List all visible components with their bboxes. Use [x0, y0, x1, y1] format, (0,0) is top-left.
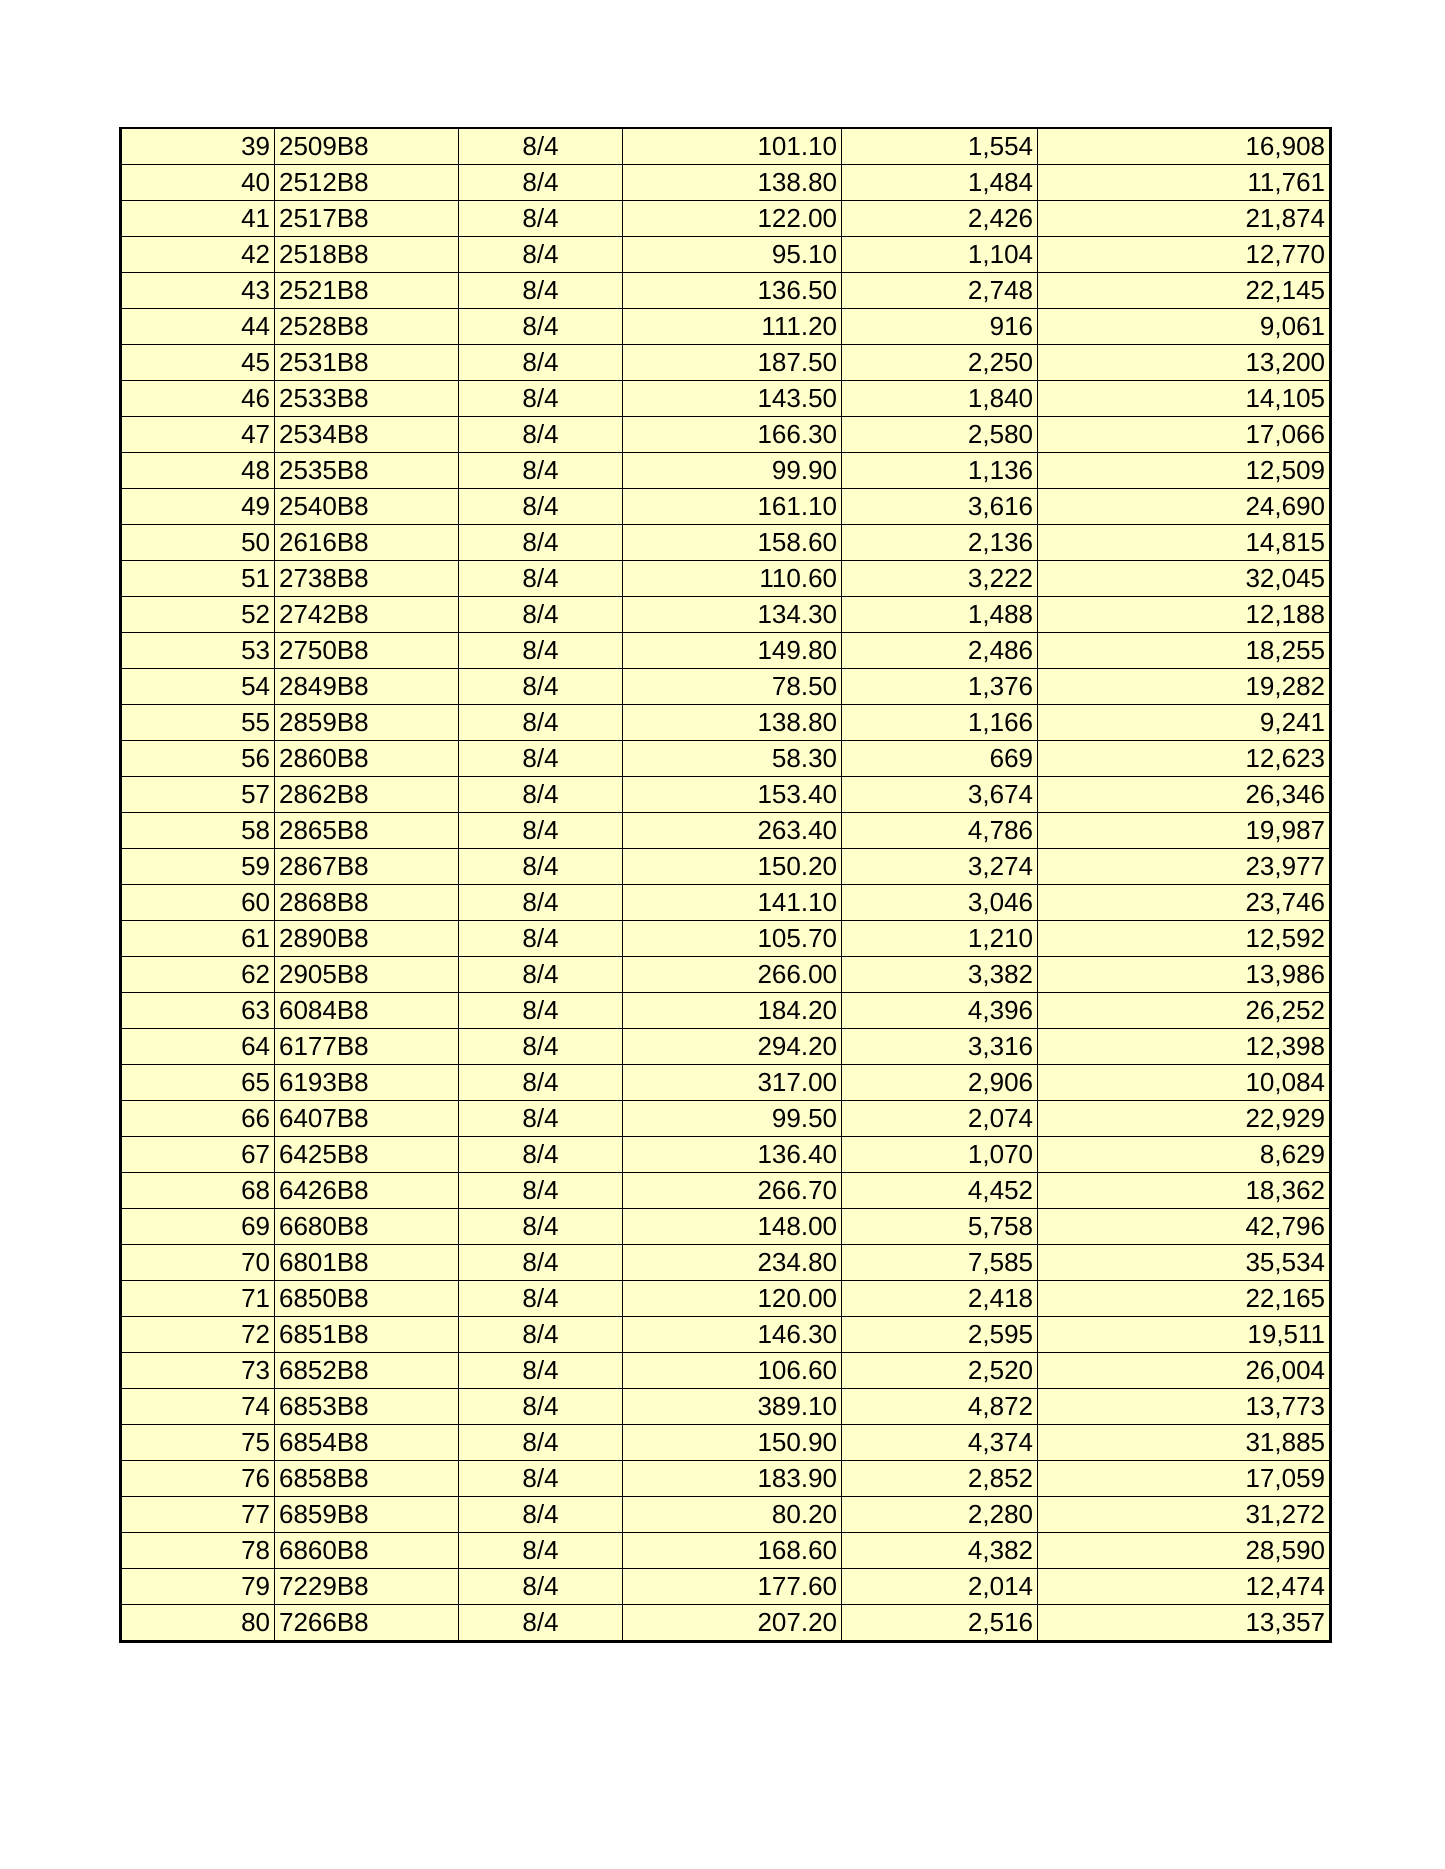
- value-1-cell: 266.70: [623, 1173, 842, 1209]
- row-number-cell: 59: [121, 849, 275, 885]
- table-row: [121, 453, 1331, 489]
- item-code-cell: 2860B8: [275, 741, 459, 777]
- thickness-cell: 8/4: [459, 813, 623, 849]
- table-row: [121, 1209, 1331, 1245]
- table-row: [121, 345, 1331, 381]
- value-1-cell: 184.20: [623, 993, 842, 1029]
- thickness-cell: 8/4: [459, 1605, 623, 1642]
- row-number-cell: 39: [121, 128, 275, 165]
- value-1-cell: 134.30: [623, 597, 842, 633]
- item-code-cell: 2738B8: [275, 561, 459, 597]
- item-code-cell: 2512B8: [275, 165, 459, 201]
- row-number-cell: 41: [121, 201, 275, 237]
- item-code-cell: 2531B8: [275, 345, 459, 381]
- row-number-cell: 44: [121, 309, 275, 345]
- table-row: [121, 813, 1331, 849]
- table-row: [121, 1425, 1331, 1461]
- item-code-cell: 2865B8: [275, 813, 459, 849]
- item-code-cell: 6860B8: [275, 1533, 459, 1569]
- item-code-cell: 2849B8: [275, 669, 459, 705]
- value-3-cell: 22,929: [1038, 1101, 1331, 1137]
- value-3-cell: 12,623: [1038, 741, 1331, 777]
- value-3-cell: 12,509: [1038, 453, 1331, 489]
- item-code-cell: 6858B8: [275, 1461, 459, 1497]
- thickness-cell: 8/4: [459, 1029, 623, 1065]
- thickness-cell: 8/4: [459, 1101, 623, 1137]
- value-3-cell: 12,770: [1038, 237, 1331, 273]
- item-code-cell: 2862B8: [275, 777, 459, 813]
- thickness-cell: 8/4: [459, 633, 623, 669]
- value-3-cell: 31,885: [1038, 1425, 1331, 1461]
- row-number-cell: 64: [121, 1029, 275, 1065]
- item-code-cell: 6193B8: [275, 1065, 459, 1101]
- table-row: [121, 1281, 1331, 1317]
- value-3-cell: 19,987: [1038, 813, 1331, 849]
- item-code-cell: 6801B8: [275, 1245, 459, 1281]
- table-row: [121, 705, 1331, 741]
- value-3-cell: 22,145: [1038, 273, 1331, 309]
- value-2-cell: 4,382: [842, 1533, 1038, 1569]
- value-3-cell: 19,511: [1038, 1317, 1331, 1353]
- row-number-cell: 75: [121, 1425, 275, 1461]
- value-2-cell: 7,585: [842, 1245, 1038, 1281]
- data-table: [119, 127, 1332, 1643]
- row-number-cell: 50: [121, 525, 275, 561]
- value-1-cell: 263.40: [623, 813, 842, 849]
- item-code-cell: 7266B8: [275, 1605, 459, 1642]
- row-number-cell: 70: [121, 1245, 275, 1281]
- value-2-cell: 2,136: [842, 525, 1038, 561]
- table-row: [121, 489, 1331, 525]
- value-3-cell: 9,061: [1038, 309, 1331, 345]
- thickness-cell: 8/4: [459, 1497, 623, 1533]
- row-number-cell: 54: [121, 669, 275, 705]
- thickness-cell: 8/4: [459, 525, 623, 561]
- row-number-cell: 67: [121, 1137, 275, 1173]
- value-2-cell: 1,166: [842, 705, 1038, 741]
- value-1-cell: 183.90: [623, 1461, 842, 1497]
- value-1-cell: 136.40: [623, 1137, 842, 1173]
- value-1-cell: 389.10: [623, 1389, 842, 1425]
- thickness-cell: 8/4: [459, 1353, 623, 1389]
- thickness-cell: 8/4: [459, 309, 623, 345]
- thickness-cell: 8/4: [459, 885, 623, 921]
- value-2-cell: 3,616: [842, 489, 1038, 525]
- table-row: [121, 1389, 1331, 1425]
- value-2-cell: 3,674: [842, 777, 1038, 813]
- value-2-cell: 4,452: [842, 1173, 1038, 1209]
- value-2-cell: 669: [842, 741, 1038, 777]
- value-1-cell: 168.60: [623, 1533, 842, 1569]
- item-code-cell: 6854B8: [275, 1425, 459, 1461]
- item-code-cell: 2905B8: [275, 957, 459, 993]
- value-3-cell: 12,592: [1038, 921, 1331, 957]
- item-code-cell: 6859B8: [275, 1497, 459, 1533]
- value-3-cell: 31,272: [1038, 1497, 1331, 1533]
- value-1-cell: 187.50: [623, 345, 842, 381]
- table-row: [121, 525, 1331, 561]
- value-3-cell: 17,059: [1038, 1461, 1331, 1497]
- thickness-cell: 8/4: [459, 417, 623, 453]
- thickness-cell: 8/4: [459, 849, 623, 885]
- row-number-cell: 53: [121, 633, 275, 669]
- value-3-cell: 42,796: [1038, 1209, 1331, 1245]
- thickness-cell: 8/4: [459, 1389, 623, 1425]
- value-3-cell: 21,874: [1038, 201, 1331, 237]
- value-1-cell: 148.00: [623, 1209, 842, 1245]
- value-3-cell: 26,252: [1038, 993, 1331, 1029]
- value-1-cell: 177.60: [623, 1569, 842, 1605]
- thickness-cell: 8/4: [459, 1317, 623, 1353]
- value-2-cell: 2,748: [842, 273, 1038, 309]
- thickness-cell: 8/4: [459, 777, 623, 813]
- thickness-cell: 8/4: [459, 1209, 623, 1245]
- value-1-cell: 266.00: [623, 957, 842, 993]
- value-2-cell: 1,136: [842, 453, 1038, 489]
- table-row: [121, 1173, 1331, 1209]
- value-2-cell: 3,382: [842, 957, 1038, 993]
- row-number-cell: 74: [121, 1389, 275, 1425]
- value-1-cell: 149.80: [623, 633, 842, 669]
- value-2-cell: 2,906: [842, 1065, 1038, 1101]
- row-number-cell: 57: [121, 777, 275, 813]
- row-number-cell: 58: [121, 813, 275, 849]
- thickness-cell: 8/4: [459, 993, 623, 1029]
- value-2-cell: 1,554: [842, 128, 1038, 165]
- value-2-cell: 916: [842, 309, 1038, 345]
- row-number-cell: 62: [121, 957, 275, 993]
- row-number-cell: 61: [121, 921, 275, 957]
- table-row: [121, 128, 1331, 165]
- value-3-cell: 13,773: [1038, 1389, 1331, 1425]
- row-number-cell: 69: [121, 1209, 275, 1245]
- item-code-cell: 2533B8: [275, 381, 459, 417]
- thickness-cell: 8/4: [459, 597, 623, 633]
- value-2-cell: 3,316: [842, 1029, 1038, 1065]
- item-code-cell: 2890B8: [275, 921, 459, 957]
- value-3-cell: 35,534: [1038, 1245, 1331, 1281]
- value-1-cell: 95.10: [623, 237, 842, 273]
- thickness-cell: 8/4: [459, 273, 623, 309]
- value-3-cell: 18,362: [1038, 1173, 1331, 1209]
- row-number-cell: 72: [121, 1317, 275, 1353]
- value-1-cell: 122.00: [623, 201, 842, 237]
- item-code-cell: 2517B8: [275, 201, 459, 237]
- item-code-cell: 6084B8: [275, 993, 459, 1029]
- value-2-cell: 1,376: [842, 669, 1038, 705]
- item-code-cell: 6851B8: [275, 1317, 459, 1353]
- table-row: [121, 741, 1331, 777]
- value-1-cell: 146.30: [623, 1317, 842, 1353]
- item-code-cell: 6425B8: [275, 1137, 459, 1173]
- item-code-cell: 6426B8: [275, 1173, 459, 1209]
- row-number-cell: 65: [121, 1065, 275, 1101]
- row-number-cell: 51: [121, 561, 275, 597]
- value-1-cell: 120.00: [623, 1281, 842, 1317]
- value-2-cell: 4,396: [842, 993, 1038, 1029]
- table-body: [121, 128, 1331, 1642]
- table-row: [121, 309, 1331, 345]
- item-code-cell: 2750B8: [275, 633, 459, 669]
- value-2-cell: 3,274: [842, 849, 1038, 885]
- row-number-cell: 66: [121, 1101, 275, 1137]
- table-row: [121, 885, 1331, 921]
- thickness-cell: 8/4: [459, 561, 623, 597]
- value-1-cell: 150.90: [623, 1425, 842, 1461]
- value-3-cell: 22,165: [1038, 1281, 1331, 1317]
- value-1-cell: 111.20: [623, 309, 842, 345]
- value-3-cell: 17,066: [1038, 417, 1331, 453]
- thickness-cell: 8/4: [459, 237, 623, 273]
- table-row: [121, 237, 1331, 273]
- row-number-cell: 77: [121, 1497, 275, 1533]
- value-2-cell: 1,488: [842, 597, 1038, 633]
- row-number-cell: 49: [121, 489, 275, 525]
- row-number-cell: 52: [121, 597, 275, 633]
- item-code-cell: 2535B8: [275, 453, 459, 489]
- item-code-cell: 2867B8: [275, 849, 459, 885]
- value-3-cell: 14,815: [1038, 525, 1331, 561]
- item-code-cell: 2616B8: [275, 525, 459, 561]
- thickness-cell: 8/4: [459, 741, 623, 777]
- table-row: [121, 1065, 1331, 1101]
- row-number-cell: 40: [121, 165, 275, 201]
- item-code-cell: 2742B8: [275, 597, 459, 633]
- value-2-cell: 4,786: [842, 813, 1038, 849]
- value-1-cell: 138.80: [623, 165, 842, 201]
- table-row: [121, 1533, 1331, 1569]
- row-number-cell: 80: [121, 1605, 275, 1642]
- row-number-cell: 42: [121, 237, 275, 273]
- value-2-cell: 2,486: [842, 633, 1038, 669]
- table-row: [121, 417, 1331, 453]
- value-3-cell: 32,045: [1038, 561, 1331, 597]
- row-number-cell: 73: [121, 1353, 275, 1389]
- table-row: [121, 849, 1331, 885]
- value-2-cell: 2,418: [842, 1281, 1038, 1317]
- value-1-cell: 99.90: [623, 453, 842, 489]
- item-code-cell: 6853B8: [275, 1389, 459, 1425]
- item-code-cell: 6852B8: [275, 1353, 459, 1389]
- value-2-cell: 1,484: [842, 165, 1038, 201]
- thickness-cell: 8/4: [459, 1173, 623, 1209]
- value-2-cell: 2,520: [842, 1353, 1038, 1389]
- value-3-cell: 13,200: [1038, 345, 1331, 381]
- value-2-cell: 3,046: [842, 885, 1038, 921]
- table-row: [121, 1497, 1331, 1533]
- value-3-cell: 13,357: [1038, 1605, 1331, 1642]
- value-2-cell: 1,840: [842, 381, 1038, 417]
- item-code-cell: 6407B8: [275, 1101, 459, 1137]
- value-3-cell: 9,241: [1038, 705, 1331, 741]
- row-number-cell: 68: [121, 1173, 275, 1209]
- thickness-cell: 8/4: [459, 1137, 623, 1173]
- value-1-cell: 161.10: [623, 489, 842, 525]
- table-row: [121, 777, 1331, 813]
- value-1-cell: 166.30: [623, 417, 842, 453]
- thickness-cell: 8/4: [459, 1569, 623, 1605]
- item-code-cell: 2509B8: [275, 128, 459, 165]
- thickness-cell: 8/4: [459, 957, 623, 993]
- item-code-cell: 6680B8: [275, 1209, 459, 1245]
- value-1-cell: 317.00: [623, 1065, 842, 1101]
- value-2-cell: 2,074: [842, 1101, 1038, 1137]
- value-1-cell: 234.80: [623, 1245, 842, 1281]
- row-number-cell: 43: [121, 273, 275, 309]
- value-2-cell: 2,580: [842, 417, 1038, 453]
- table-row: [121, 381, 1331, 417]
- thickness-cell: 8/4: [459, 921, 623, 957]
- value-3-cell: 16,908: [1038, 128, 1331, 165]
- item-code-cell: 2518B8: [275, 237, 459, 273]
- item-code-cell: 2534B8: [275, 417, 459, 453]
- value-1-cell: 78.50: [623, 669, 842, 705]
- value-1-cell: 99.50: [623, 1101, 842, 1137]
- row-number-cell: 60: [121, 885, 275, 921]
- value-2-cell: 2,595: [842, 1317, 1038, 1353]
- value-2-cell: 2,014: [842, 1569, 1038, 1605]
- value-3-cell: 28,590: [1038, 1533, 1331, 1569]
- item-code-cell: 2868B8: [275, 885, 459, 921]
- value-2-cell: 1,210: [842, 921, 1038, 957]
- value-1-cell: 80.20: [623, 1497, 842, 1533]
- value-2-cell: 2,426: [842, 201, 1038, 237]
- table-row: [121, 1317, 1331, 1353]
- table-row: [121, 1137, 1331, 1173]
- value-1-cell: 105.70: [623, 921, 842, 957]
- item-code-cell: 2540B8: [275, 489, 459, 525]
- value-2-cell: 4,374: [842, 1425, 1038, 1461]
- row-number-cell: 79: [121, 1569, 275, 1605]
- table-row: [121, 1245, 1331, 1281]
- value-1-cell: 158.60: [623, 525, 842, 561]
- row-number-cell: 46: [121, 381, 275, 417]
- value-3-cell: 12,398: [1038, 1029, 1331, 1065]
- value-1-cell: 106.60: [623, 1353, 842, 1389]
- row-number-cell: 71: [121, 1281, 275, 1317]
- row-number-cell: 63: [121, 993, 275, 1029]
- table-row: [121, 921, 1331, 957]
- table-row: [121, 1461, 1331, 1497]
- table-row: [121, 1605, 1331, 1642]
- thickness-cell: 8/4: [459, 1461, 623, 1497]
- thickness-cell: 8/4: [459, 1533, 623, 1569]
- table-row: [121, 597, 1331, 633]
- thickness-cell: 8/4: [459, 201, 623, 237]
- value-3-cell: 8,629: [1038, 1137, 1331, 1173]
- value-3-cell: 12,188: [1038, 597, 1331, 633]
- row-number-cell: 47: [121, 417, 275, 453]
- item-code-cell: 6850B8: [275, 1281, 459, 1317]
- value-3-cell: 26,004: [1038, 1353, 1331, 1389]
- row-number-cell: 76: [121, 1461, 275, 1497]
- thickness-cell: 8/4: [459, 345, 623, 381]
- value-2-cell: 2,250: [842, 345, 1038, 381]
- value-2-cell: 3,222: [842, 561, 1038, 597]
- value-2-cell: 5,758: [842, 1209, 1038, 1245]
- value-3-cell: 26,346: [1038, 777, 1331, 813]
- value-1-cell: 136.50: [623, 273, 842, 309]
- value-2-cell: 1,104: [842, 237, 1038, 273]
- value-3-cell: 23,746: [1038, 885, 1331, 921]
- thickness-cell: 8/4: [459, 1065, 623, 1101]
- row-number-cell: 78: [121, 1533, 275, 1569]
- table-row: [121, 1569, 1331, 1605]
- table-row: [121, 957, 1331, 993]
- item-code-cell: 6177B8: [275, 1029, 459, 1065]
- value-1-cell: 143.50: [623, 381, 842, 417]
- thickness-cell: 8/4: [459, 1245, 623, 1281]
- table-row: [121, 1029, 1331, 1065]
- thickness-cell: 8/4: [459, 165, 623, 201]
- value-3-cell: 18,255: [1038, 633, 1331, 669]
- value-2-cell: 2,280: [842, 1497, 1038, 1533]
- value-1-cell: 58.30: [623, 741, 842, 777]
- table-row: [121, 201, 1331, 237]
- table-row: [121, 1353, 1331, 1389]
- value-1-cell: 294.20: [623, 1029, 842, 1065]
- value-2-cell: 2,852: [842, 1461, 1038, 1497]
- table-row: [121, 669, 1331, 705]
- thickness-cell: 8/4: [459, 1425, 623, 1461]
- value-1-cell: 153.40: [623, 777, 842, 813]
- table-row: [121, 273, 1331, 309]
- value-3-cell: 13,986: [1038, 957, 1331, 993]
- thickness-cell: 8/4: [459, 453, 623, 489]
- value-1-cell: 110.60: [623, 561, 842, 597]
- value-3-cell: 23,977: [1038, 849, 1331, 885]
- item-code-cell: 2859B8: [275, 705, 459, 741]
- item-code-cell: 2528B8: [275, 309, 459, 345]
- item-code-cell: 2521B8: [275, 273, 459, 309]
- value-1-cell: 207.20: [623, 1605, 842, 1642]
- table-row: [121, 633, 1331, 669]
- thickness-cell: 8/4: [459, 669, 623, 705]
- value-1-cell: 150.20: [623, 849, 842, 885]
- thickness-cell: 8/4: [459, 381, 623, 417]
- value-3-cell: 11,761: [1038, 165, 1331, 201]
- value-1-cell: 138.80: [623, 705, 842, 741]
- value-2-cell: 2,516: [842, 1605, 1038, 1642]
- table-row: [121, 561, 1331, 597]
- value-3-cell: 12,474: [1038, 1569, 1331, 1605]
- table-row: [121, 993, 1331, 1029]
- value-3-cell: 14,105: [1038, 381, 1331, 417]
- value-3-cell: 10,084: [1038, 1065, 1331, 1101]
- value-2-cell: 1,070: [842, 1137, 1038, 1173]
- row-number-cell: 55: [121, 705, 275, 741]
- row-number-cell: 48: [121, 453, 275, 489]
- value-2-cell: 4,872: [842, 1389, 1038, 1425]
- thickness-cell: 8/4: [459, 489, 623, 525]
- row-number-cell: 45: [121, 345, 275, 381]
- thickness-cell: 8/4: [459, 1281, 623, 1317]
- table-row: [121, 1101, 1331, 1137]
- item-code-cell: 7229B8: [275, 1569, 459, 1605]
- row-number-cell: 56: [121, 741, 275, 777]
- table-row: [121, 165, 1331, 201]
- value-1-cell: 141.10: [623, 885, 842, 921]
- thickness-cell: 8/4: [459, 128, 623, 165]
- value-1-cell: 101.10: [623, 128, 842, 165]
- value-3-cell: 19,282: [1038, 669, 1331, 705]
- value-3-cell: 24,690: [1038, 489, 1331, 525]
- thickness-cell: 8/4: [459, 705, 623, 741]
